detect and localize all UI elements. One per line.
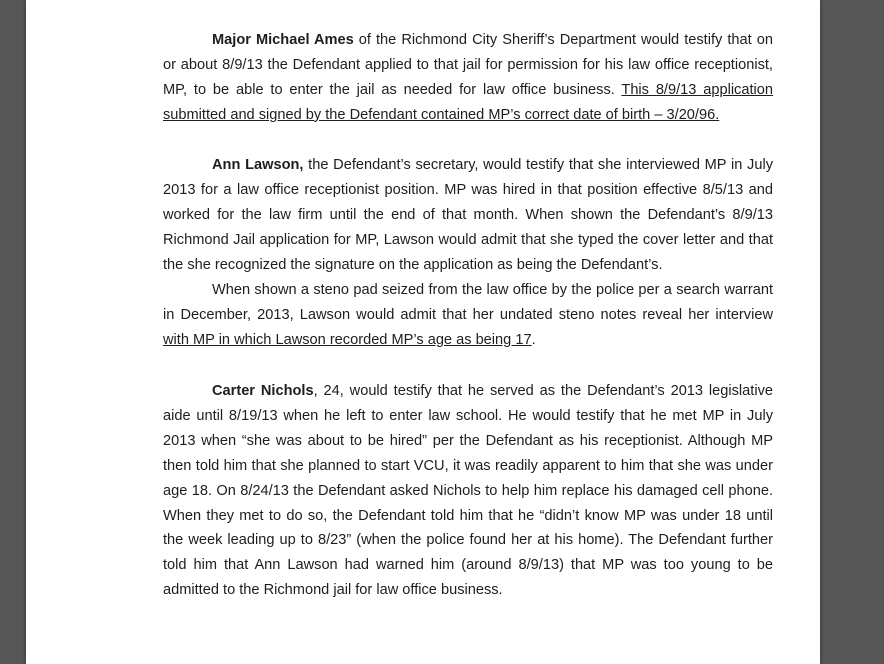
- witness-name-nichols: Carter Nichols: [212, 383, 314, 399]
- nichols-testimony-text: , 24, would testify that he served as the Defendant’s 2013 legislative aide until 8/19/13 when he left to enter law school. He would testify that he met MP in July 2013 when “she was about to be hired” per the Defendant as his receptionist. Although MP then told him that she planned to start VCU, it was readily apparent to him that she was under age 18. On 8/24/13 the Defendant asked Nichols to help him replace his damaged cell phone. When they met to do so, the Defendant told him that he “didn’t know MP was under 18 until the week leading up to 8/23” (when the police found her at his home). The Defendant further told him that Ann Lawson had warned him (around 8/9/13) that MP was too young to be admitted to the Richmond jail for law office business.: [163, 383, 773, 599]
- witness-name-lawson: Ann Lawson,: [212, 157, 304, 173]
- paragraph-steno-pad: [163, 278, 773, 353]
- paragraph-ames-testimony: [163, 28, 773, 128]
- ames-testimony-text: of the Richmond City Sheriff’s Department would testify that on or about 8/9/13 the Defendant applied to that jail for permission for his law office receptionist, MP, to be able to enter the jail as needed for law office business.: [163, 32, 773, 98]
- steno-pad-text: When shown a steno pad seized from the law office by the police per a search warrant in December, 2013, Lawson would admit that her undated steno notes reveal her interview: [163, 282, 773, 323]
- paragraph-lawson-testimony: [163, 153, 773, 278]
- document-page: [26, 0, 820, 664]
- steno-tail: .: [531, 331, 536, 348]
- lawson-testimony-text: the Defendant’s secretary, would testify that she interviewed MP in July 2013 for a law office receptionist position. MP was hired in that position effective 8/5/13 and worked for the law firm until the end of that month. When shown the Defendant’s 8/9/13 Richmond Jail application for MP, Lawson would admit that she typed the cover letter and that the she recognized the signature on the application as being the Defendant’s.: [163, 157, 773, 273]
- witness-name-ames: Major Michael Ames: [212, 32, 354, 48]
- steno-underlined-statement: with MP in which Lawson recorded MP’s age as being 17: [163, 331, 532, 348]
- paragraph-nichols-testimony: [163, 379, 773, 603]
- ames-underlined-statement: This 8/9/13 application submitted and signed by the Defendant contained MP’s correct date of birth – 3/20/96.: [163, 81, 774, 123]
